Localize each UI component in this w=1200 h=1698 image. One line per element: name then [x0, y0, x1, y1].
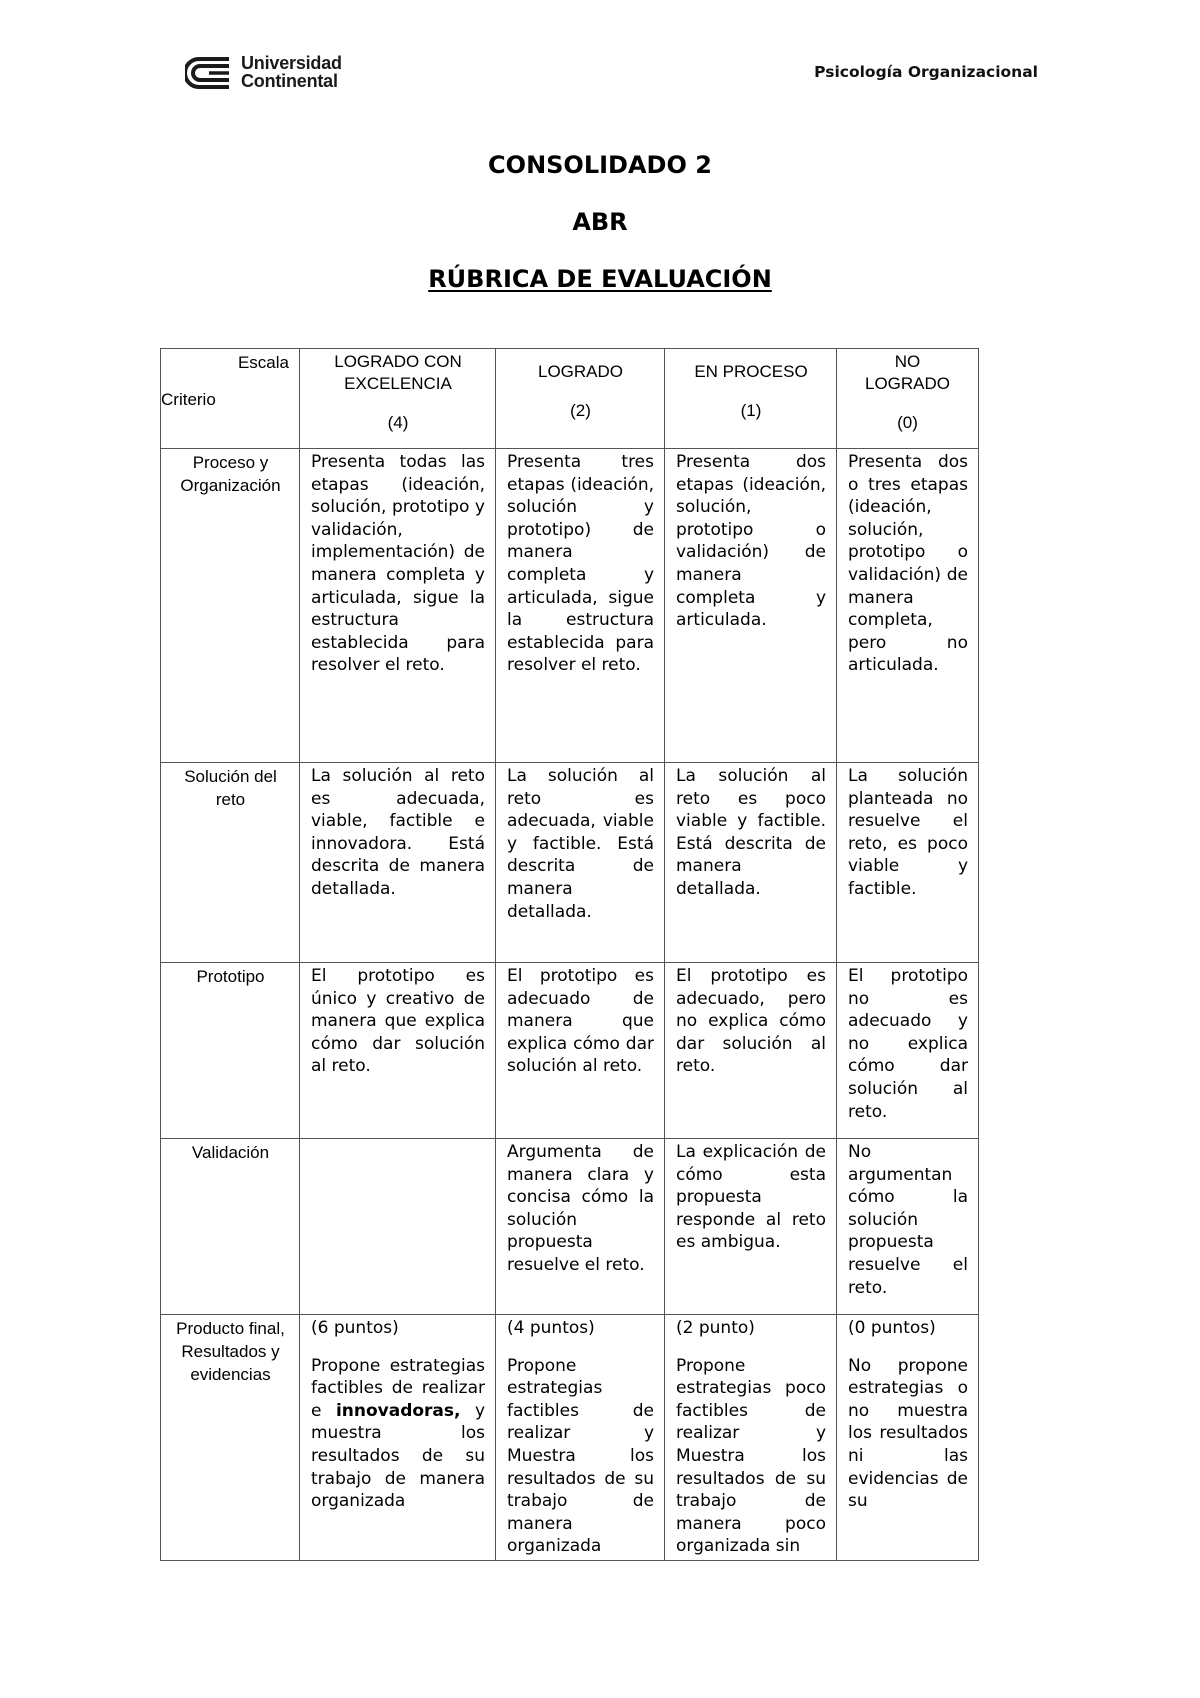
descriptor-cell: La solución al reto es adecuada, viable y factible. Está descrita de manera detallada. — [496, 763, 665, 963]
criterion-cell: Producto final, Resultados y evidencias — [161, 1315, 300, 1561]
logo-line-1: Universidad — [241, 53, 342, 73]
descriptor-cell — [496, 1315, 665, 1561]
criterion-cell: Prototipo — [161, 963, 300, 1139]
level-score: (4) — [387, 413, 409, 432]
title-abr: ABR — [572, 208, 628, 236]
logo-wordmark — [241, 54, 342, 90]
table-header-row — [161, 349, 979, 449]
level-header-logrado — [496, 349, 665, 449]
level-score: (2) — [570, 401, 591, 420]
descriptor-keyword: innovadoras, — [335, 1400, 461, 1421]
level-label: LOGRADO — [537, 362, 624, 381]
level-label: LOGRADO CON EXCELENCIA — [334, 352, 462, 393]
table-row — [161, 1139, 979, 1315]
level-header-en-proceso — [665, 349, 837, 449]
table-row — [161, 1315, 979, 1561]
descriptor-cell — [300, 1315, 496, 1561]
level-score: (1) — [740, 401, 762, 420]
points-label: (4 puntos) — [507, 1318, 595, 1338]
descriptor-cell — [837, 1315, 979, 1561]
criterion-cell: Validación — [161, 1139, 300, 1315]
descriptor-cell: El prototipo es único y creativo de manera que explica cómo dar solución al reto. — [300, 963, 496, 1139]
descriptor-cell: Presenta tres etapas (ideación, solución y prototipo) de manera completa y articulada, sigue la estructura establecida para resolver el reto. — [496, 449, 665, 763]
table-row — [161, 449, 979, 763]
level-header-no-logrado — [837, 349, 979, 449]
corner-cell — [161, 349, 300, 449]
descriptor-cell: El prototipo es adecuado, pero no explica cómo dar solución al reto. — [665, 963, 837, 1139]
university-logo — [185, 52, 365, 94]
document-titles — [0, 148, 1200, 319]
points-label: (6 puntos) — [311, 1318, 399, 1338]
criterion-cell: Solución del reto — [161, 763, 300, 963]
descriptor-text-post: y muestra los resultados de su trabajo de manera organizada — [311, 1400, 486, 1512]
descriptor-cell — [300, 1139, 496, 1315]
table-row — [161, 763, 979, 963]
criterion-label: Criterio — [161, 390, 216, 409]
course-name: Psicología Organizacional — [814, 63, 1038, 81]
page-header — [0, 48, 1200, 98]
descriptor-text: Propone estrategias poco factibles de realizar y Muestra los resultados de su trabajo de manera poco organizada sin — [676, 1355, 826, 1557]
descriptor-cell: La solución al reto es adecuada, viable, factible e innovadora. Está descrita de manera detallada. — [300, 763, 496, 963]
title-consolidado: CONSOLIDADO 2 — [488, 151, 712, 179]
rubric-table — [160, 348, 979, 1561]
criterion-cell: Proceso y Organización — [161, 449, 300, 763]
descriptor-cell: La solución planteada no resuelve el reto, es poco viable y factible. — [837, 763, 979, 963]
title-rubrica: RÚBRICA DE EVALUACIÓN — [428, 265, 772, 293]
points-label: (2 punto) — [676, 1318, 755, 1338]
points-label: (0 puntos) — [848, 1318, 936, 1338]
descriptor-cell: No argumentan cómo la solución propuesta resuelve el reto. — [837, 1139, 979, 1315]
descriptor-text: No propone estrategias o no muestra los resultados ni las evidencias de su — [848, 1355, 968, 1512]
descriptor-cell: El prototipo es adecuado de manera que explica cómo dar solución al reto. — [496, 963, 665, 1139]
descriptor-cell: La explicación de cómo esta propuesta responde al reto es ambigua. — [665, 1139, 837, 1315]
descriptor-cell: Presenta dos etapas (ideación, solución, prototipo o validación) de manera completa y articulada. — [665, 449, 837, 763]
descriptor-cell: El prototipo no es adecuado y no explica cómo dar solución al reto. — [837, 963, 979, 1139]
descriptor-cell: La solución al reto es poco viable y factible. Está descrita de manera detallada. — [665, 763, 837, 963]
logo-line-2: Continental — [241, 71, 338, 91]
table-row — [161, 963, 979, 1139]
scale-label: Escala — [237, 353, 289, 372]
descriptor-text: Propone estrategias factibles de realizar y Muestra los resultados de su trabajo de manera organizada — [507, 1355, 654, 1557]
descriptor-cell: Argumenta de manera clara y concisa cómo la solución propuesta resuelve el reto. — [496, 1139, 665, 1315]
level-score: (0) — [897, 413, 918, 432]
descriptor-text-pre: Propone estrategias factibles de realizar e — [311, 1355, 485, 1421]
continental-logo-icon — [185, 54, 233, 92]
descriptor-cell: Presenta dos o tres etapas (ideación, solución, prototipo o validación) de manera completa, pero no articulada. — [837, 449, 979, 763]
level-label: NO LOGRADO — [865, 352, 951, 393]
level-label: EN PROCESO — [694, 362, 808, 381]
descriptor-cell: Presenta todas las etapas (ideación, solución, prototipo y validación, implementación) de manera completa y articulada, sigue la estructura establecida para resolver el reto. — [300, 449, 496, 763]
level-header-excelencia — [300, 349, 496, 449]
descriptor-cell — [665, 1315, 837, 1561]
